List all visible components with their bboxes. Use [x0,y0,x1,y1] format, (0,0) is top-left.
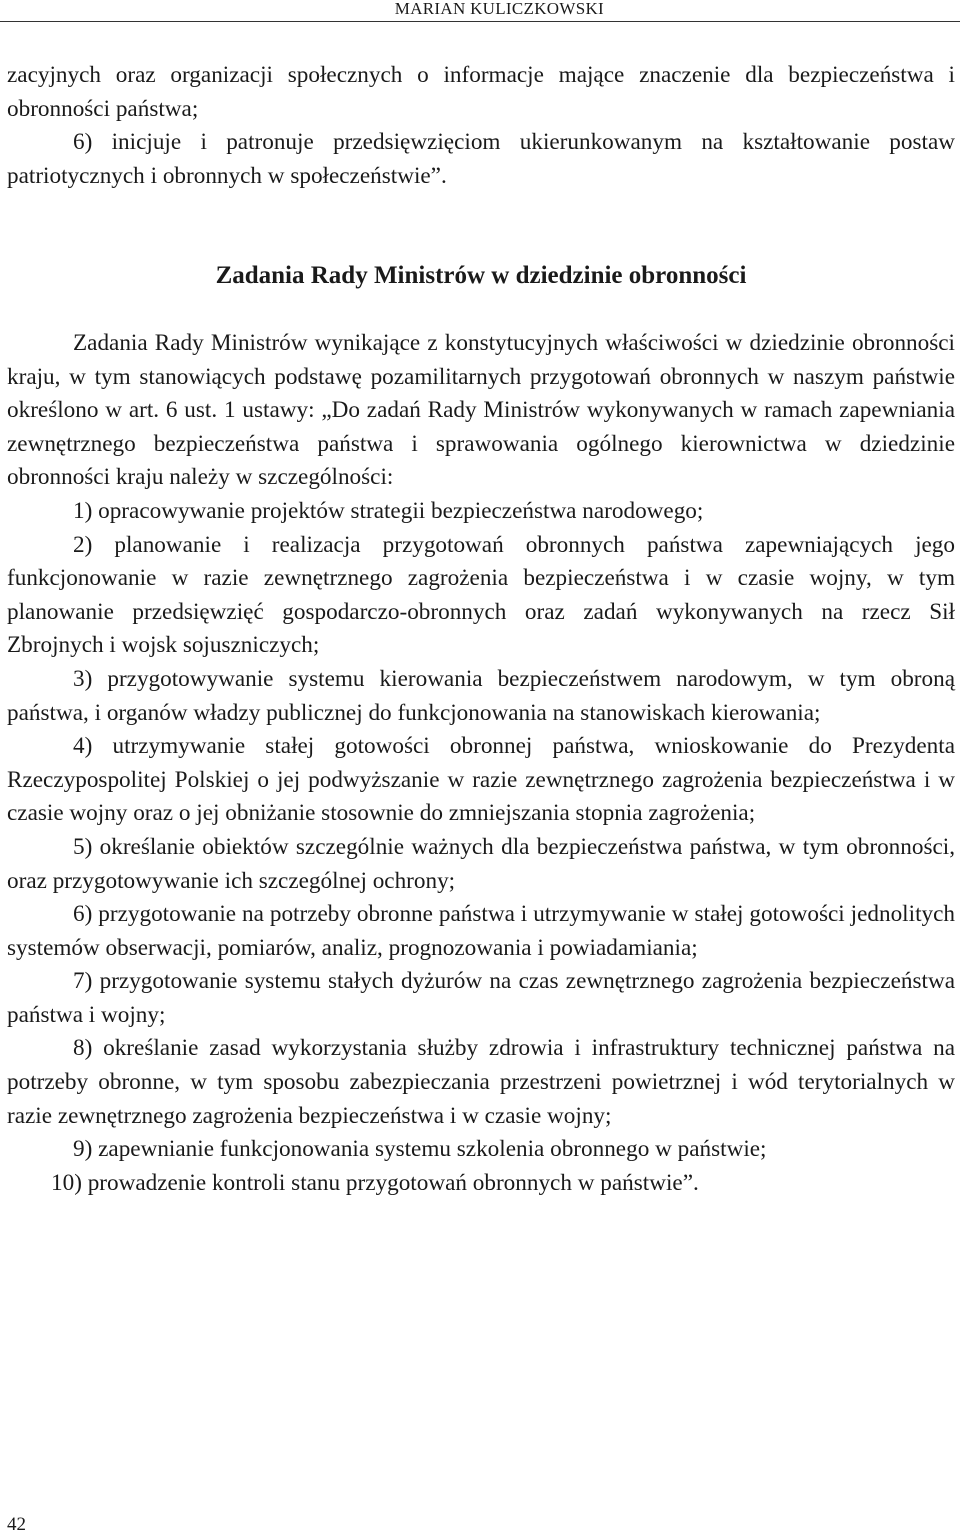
list-item: 4) utrzymywanie stałej gotowości obronnej państwa, wnioskowanie do Prezydenta Rzeczypospolitej Polskiej o jej podwyższanie w razie zewnętrznego zagrożenia bezpieczeństwa i w czasie wojny oraz o jej obniżanie stosownie do zmniejszania stopnia zagrożenia; [7,733,955,827]
lead-paragraph: Zadania Rady Ministrów wynikające z konstytucyjnych właściwości w dziedzinie obronności kraju, w tym stanowiących podstawę pozamilitarnych przygotowań obronnych w naszym państwie określono w art. 6 ust. 1 ustawy: „Do zadań Rady Ministrów wykonywanych w ramach zapewniania zewnętrznego bezpieczeństwa państwa i sprawowania ogólnego kierownictwa w dziedzinie obronności kraju należy w szczególności: [7,330,955,491]
intro-block [7,59,955,193]
list-item: 1) opracowywanie projektów strategii bezpieczeństwa narodowego; [73,497,704,524]
running-header [0,0,960,22]
list-item: 9) zapewnianie funkcjonowania systemu szkolenia obronnego w państwie; [73,1136,767,1163]
section-title: Zadania Rady Ministrów w dziedzinie obronności [215,262,747,289]
page-number: 42 [7,1514,26,1535]
list-item: 3) przygotowywanie systemu kierowania bezpieczeństwem narodowym, w tym obroną państwa, i organów władzy publicznej do funkcjonowania na stanowiskach kierowania; [7,665,955,726]
running-head-text: MARIAN KULICZKOWSKI [394,0,604,18]
list-item: 2) planowanie i realizacja przygotowań obronnych państwa zapewniających jego funkcjonowanie w razie zewnętrznego zagrożenia bezpieczeństwa i w czasie wojny, w tym planowanie przedsięwzięć gospodarczo-obronnych oraz zadań wykonywanych na rzecz Sił Zbrojnych i wojsk sojuszniczych; [7,531,955,659]
list-item: 7) przygotowanie systemu stałych dyżurów na czas zewnętrznego zagrożenia bezpieczeństwa państwa i wojny; [7,968,955,1028]
list-item: 6) przygotowanie na potrzeby obronne państwa i utrzymywanie w stałej gotowości jednolitych systemów obserwacji, pomiarów, analiz, prognozowania i powiadamiania; [7,901,955,961]
list-item: 5) określanie obiektów szczególnie ważnych dla bezpieczeństwa państwa, w tym obronności, oraz przygotowywanie ich szczególnej ochrony; [7,833,955,894]
list-item: 8) określanie zasad wykorzystania służby zdrowia i infrastruktury technicznej państwa na potrzeby obronne, w tym sposobu zabezpieczania przestrzeni powietrznej i wód terytorialnych w razie zewnętrznego zagrożenia bezpieczeństwa i w czasie wojny; [7,1035,955,1129]
list-item: 10) prowadzenie kontroli stanu przygotowań obronnych w państwie”. [51,1169,699,1196]
section-body [7,327,955,1200]
intro-paragraph: zacyjnych oraz organizacji społecznych o informacje mające znaczenie dla bezpieczeństwa i obronności państwa; [7,62,955,122]
intro-list-item: 6) inicjuje i patronuje przedsięwzięciom ukierunkowanym na kształtowanie postaw patriotycznych i obronnych w społeczeństwie”. [7,129,955,189]
